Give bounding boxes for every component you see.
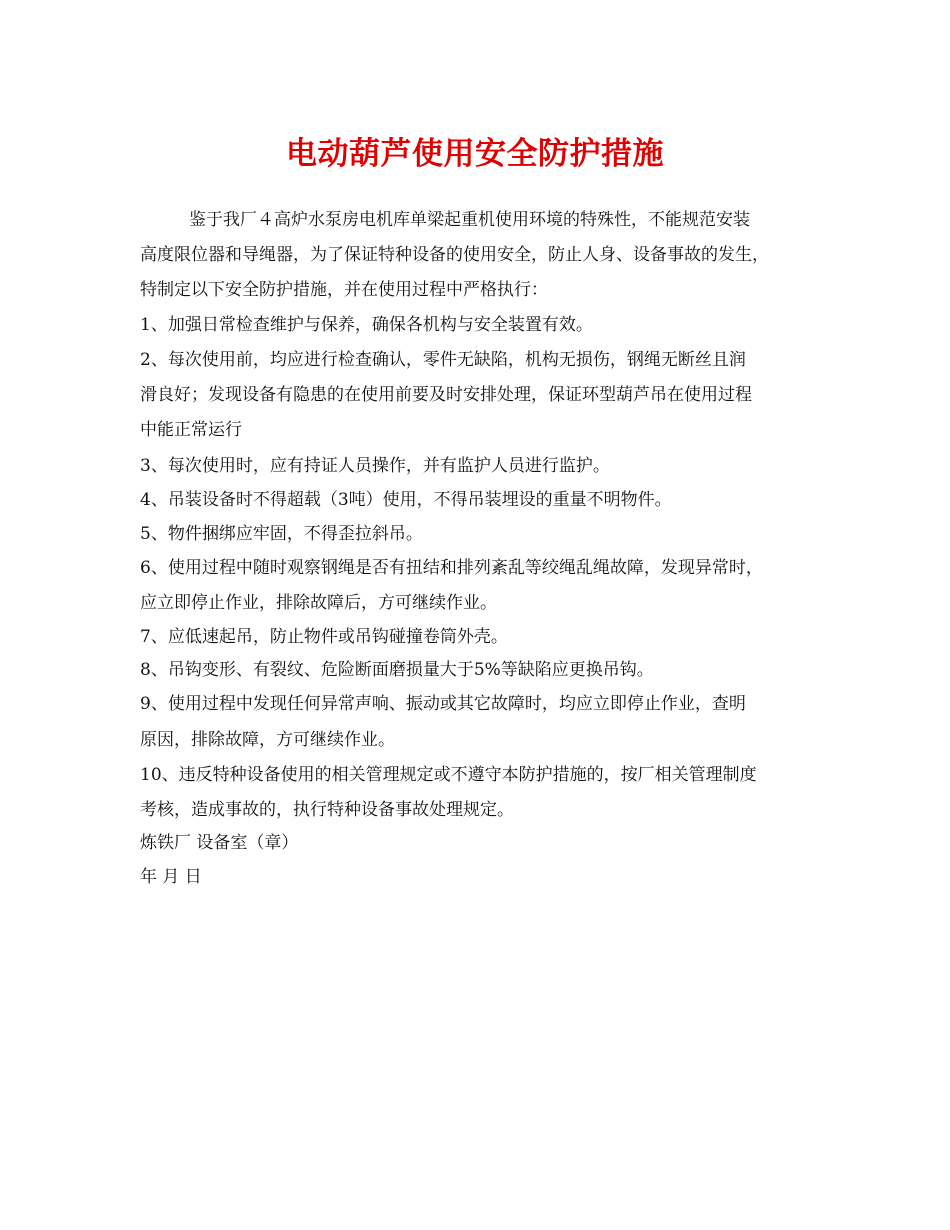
signature-date: 年 月 日 — [140, 867, 202, 887]
list-item: 10、违反特种设备使用的相关管理规定或不遵守本防护措施的，按厂相关管理制度 — [140, 765, 757, 785]
list-item-continuation: 滑良好；发现设备有隐患的在使用前要及时安排处理，保证环型葫芦吊在使用过程 — [140, 385, 752, 405]
list-item: 5、物件捆绑应牢固，不得歪拉斜吊。 — [140, 524, 423, 544]
list-item: 3、每次使用时，应有持证人员操作，并有监护人员进行监护。 — [140, 456, 610, 476]
list-item-continuation: 原因，排除故障，方可继续作业。 — [140, 730, 395, 750]
list-item-continuation: 考核，造成事故的，执行特种设备事故处理规定。 — [140, 800, 514, 820]
list-item: 6、使用过程中随时观察钢绳是否有扭结和排列紊乱等绞绳乱绳故障，发现异常时， — [140, 558, 763, 578]
list-item: 4、吊装设备时不得超载（3吨）使用，不得吊装埋设的重量不明物件。 — [140, 490, 672, 510]
list-item-continuation: 中能正常运行 — [140, 420, 242, 440]
paragraph-line: 特制定以下安全防护措施，并在使用过程中严格执行： — [140, 280, 548, 300]
list-item: 8、吊钩变形、有裂纹、危险断面磨损量大于5%等缺陷应更换吊钩。 — [140, 660, 654, 680]
signature-department: 炼铁厂 设备室（章） — [140, 833, 299, 853]
list-item: 7、应低速起吊，防止物件或吊钩碰撞卷筒外壳。 — [140, 627, 508, 647]
document-title: 电动葫芦使用安全防护措施 — [286, 136, 664, 172]
paragraph-line: 鉴于我厂４高炉水泵房电机库单梁起重机使用环境的特殊性，不能规范安装 — [189, 210, 750, 230]
list-item-continuation: 应立即停止作业，排除故障后，方可继续作业。 — [140, 593, 497, 613]
list-item: 2、每次使用前，均应进行检查确认，零件无缺陷，机构无损伤，钢绳无断丝且润 — [140, 350, 746, 370]
list-item: 9、使用过程中发现任何异常声响、振动或其它故障时，均应立即停止作业，查明 — [140, 694, 746, 714]
list-item: 1、加强日常检查维护与保养，确保各机构与安全装置有效。 — [140, 315, 593, 335]
paragraph-line: 高度限位器和导绳器，为了保证特种设备的使用安全，防止人身、设备事故的发生， — [140, 245, 769, 265]
